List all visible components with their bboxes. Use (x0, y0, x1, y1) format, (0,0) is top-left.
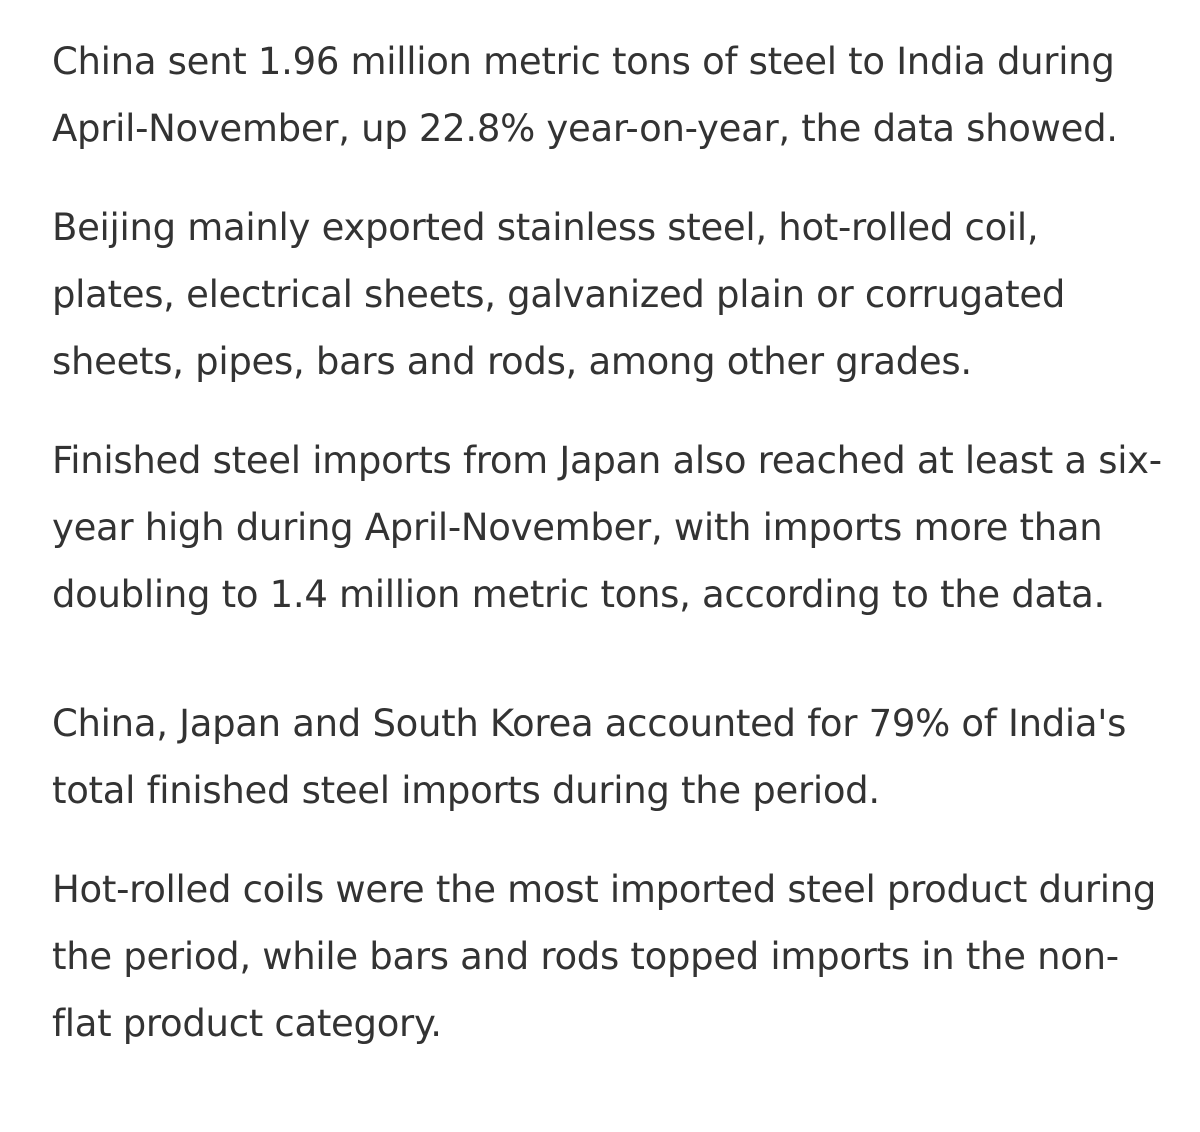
paragraph-china-exports: China sent 1.96 million metric tons of steel to India during April-November, up 22.8% year-on-year, the data showed. (52, 40, 1118, 150)
paragraph-japan-imports: Finished steel imports from Japan also reached at least a six-year high during April-November, with imports more than doubling to 1.4 million metric tons, according to the data. (52, 439, 1162, 616)
paragraph-import-share: China, Japan and South Korea accounted for 79% of India's total finished steel imports during the period. (52, 702, 1127, 812)
paragraph-top-products: Hot-rolled coils were the most imported steel product during the period, while bars and rods topped imports in the non-flat product category. (52, 868, 1157, 1045)
paragraph-export-grades: Beijing mainly exported stainless steel, hot-rolled coil, plates, electrical sheets, galvanized plain or corrugated sheets, pipes, bars and rods, among other grades. (52, 206, 1066, 383)
article-body (52, 28, 1162, 1089)
